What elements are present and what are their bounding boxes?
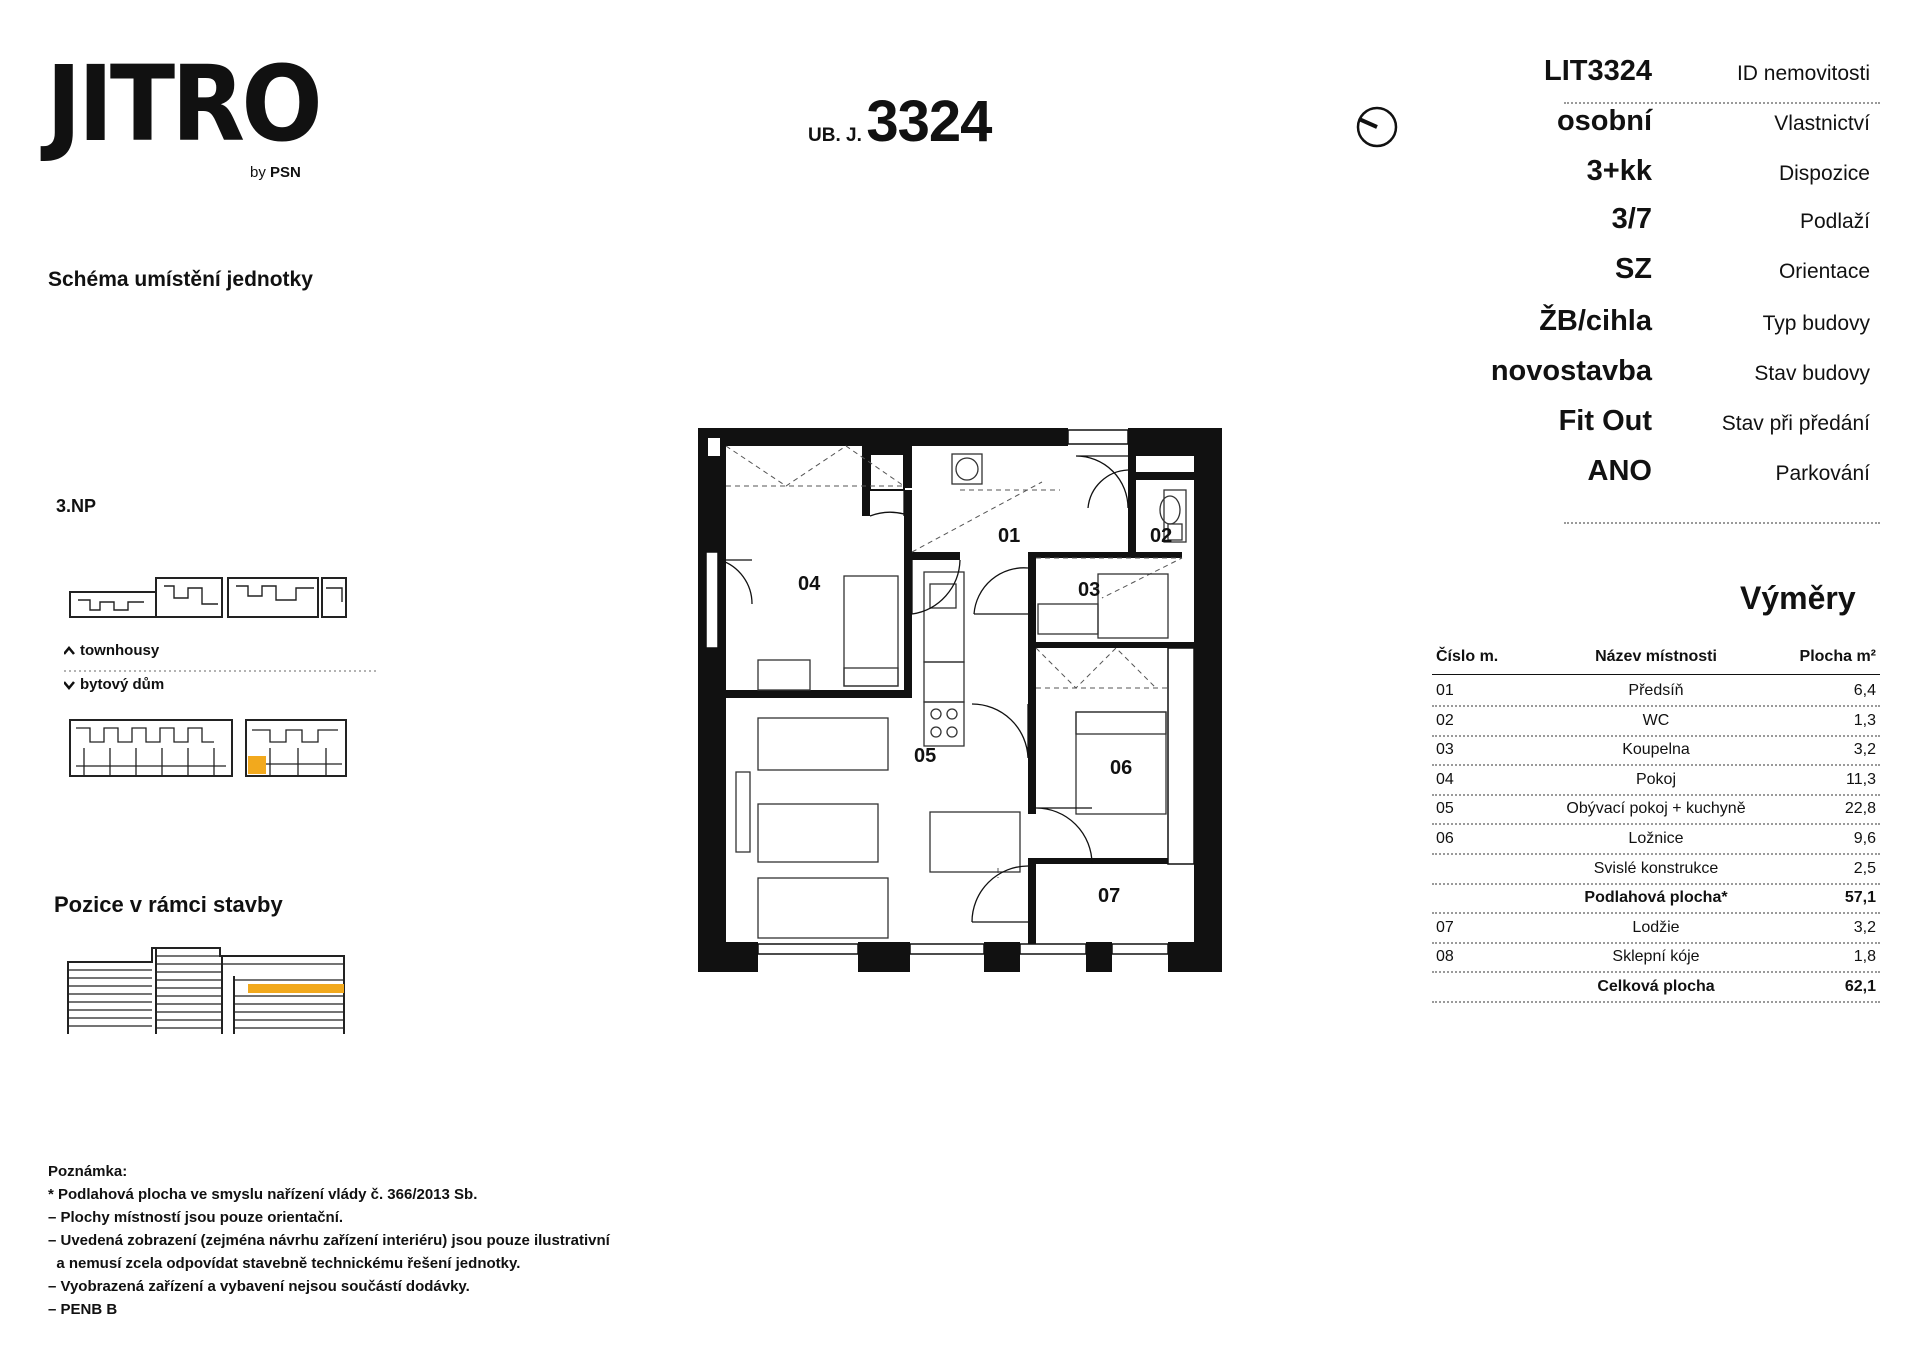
room-name: Předsíň <box>1628 682 1684 699</box>
table-row <box>1432 794 1880 825</box>
townhouses-toggle[interactable] <box>64 642 160 659</box>
room-name: Celková plocha <box>1597 978 1715 995</box>
floor-plan <box>698 428 1222 972</box>
room-number: 04 <box>1436 770 1454 788</box>
property-value: SZ <box>1614 253 1652 285</box>
room-label-02: 02 <box>1150 525 1173 547</box>
room-label-03: 03 <box>1078 579 1101 601</box>
room-name: WC <box>1642 711 1670 729</box>
building-blocks <box>70 720 346 776</box>
table-row <box>1432 765 1880 796</box>
room-area: 1,8 <box>1853 948 1876 966</box>
property-label: Parkování <box>1775 462 1870 485</box>
property-value: Fit Out <box>1558 405 1652 437</box>
room-number: 01 <box>1436 682 1454 699</box>
jitro-logo: JITRO <box>46 43 320 165</box>
col-area: Plocha m² <box>1799 648 1876 665</box>
room-area: 57,1 <box>1844 889 1876 907</box>
room-area: 22,8 <box>1844 800 1876 818</box>
building-toggle[interactable] <box>64 676 164 693</box>
chevron-down-icon <box>64 682 74 688</box>
room-area: 3,2 <box>1853 741 1876 759</box>
room-number: 02 <box>1436 711 1454 729</box>
townhouse-blocks <box>70 578 346 617</box>
property-value: novostavba <box>1490 355 1652 387</box>
table-row <box>1432 972 1880 1003</box>
property-row <box>1440 150 1870 198</box>
property-value: ANO <box>1587 455 1652 487</box>
chevron-up-icon <box>64 648 74 654</box>
room-number: 05 <box>1436 800 1454 818</box>
room-name: Koupelna <box>1622 741 1690 759</box>
room-area: 9,6 <box>1853 830 1876 847</box>
room-number: 07 <box>1436 918 1454 936</box>
note-line: – PENB B <box>48 1301 118 1318</box>
note-line: * Podlahová plocha ve smyslu nařízení vlády č. 366/2013 Sb. <box>48 1186 478 1203</box>
room-area: 3,2 <box>1853 918 1876 936</box>
unit-value: 3324 <box>866 89 992 154</box>
highlighted-floor <box>248 984 344 993</box>
location-schema <box>64 570 384 790</box>
room-number: 08 <box>1436 948 1454 966</box>
property-label: Typ budovy <box>1762 312 1870 335</box>
table-row <box>1432 883 1880 914</box>
building-label: bytový dům <box>80 676 165 693</box>
property-row <box>1440 350 1870 398</box>
position-heading: Pozice v rámci stavby <box>54 892 283 917</box>
property-label: Dispozice <box>1778 162 1870 185</box>
room-number: 03 <box>1436 741 1454 759</box>
property-label: ID nemovitosti <box>1736 62 1870 85</box>
notes-heading: Poznámka: <box>48 1163 128 1180</box>
room-number: 06 <box>1436 830 1454 847</box>
location-heading: Schéma umístění jednotky <box>48 268 313 291</box>
notes <box>48 1160 610 1321</box>
property-label: Podlaží <box>1799 210 1870 233</box>
building-section <box>64 936 356 1038</box>
room-name: Sklepní kóje <box>1612 948 1700 966</box>
room-label-01: 01 <box>998 525 1021 547</box>
room-name: Ložnice <box>1628 830 1684 847</box>
highlighted-unit <box>248 756 266 774</box>
property-row <box>1440 248 1870 296</box>
room-area: 1,3 <box>1853 711 1876 729</box>
interior-walls <box>726 446 1194 944</box>
room-label-06: 06 <box>1110 757 1133 779</box>
room-area: 11,3 <box>1846 770 1876 788</box>
properties-divider-bottom <box>1564 522 1880 524</box>
unit-number <box>808 88 991 155</box>
table-header-rule <box>1432 674 1880 675</box>
note-line: a nemusí zcela odpovídat stavebně technickému řešení jednotky. <box>48 1255 521 1272</box>
col-number: Číslo m. <box>1436 648 1499 665</box>
property-row <box>1440 450 1870 498</box>
room-label-05: 05 <box>914 745 937 767</box>
property-row <box>1440 300 1870 348</box>
col-name: Název místnosti <box>1595 648 1717 665</box>
property-label: Stav při předání <box>1721 412 1870 435</box>
room-name: Obývací pokoj + kuchyně <box>1566 800 1746 818</box>
property-label: Orientace <box>1778 260 1870 283</box>
room-label-04: 04 <box>798 573 821 595</box>
property-row <box>1440 100 1870 148</box>
property-value: osobní <box>1556 105 1652 137</box>
room-name: Lodžie <box>1632 918 1680 936</box>
partner-name: PSN <box>270 164 301 181</box>
property-row <box>1440 400 1870 448</box>
logo-partner <box>250 164 301 181</box>
note-line: – Plochy místností jsou pouze orientační. <box>48 1209 344 1226</box>
property-row <box>1440 198 1870 246</box>
property-value: 3+kk <box>1586 155 1652 187</box>
table-row <box>1432 824 1880 855</box>
property-label: Vlastnictví <box>1774 112 1870 135</box>
table-row <box>1432 706 1880 737</box>
property-label: Stav budovy <box>1754 362 1870 385</box>
table-row <box>1432 913 1880 944</box>
areas-title: Výměry <box>1740 580 1856 616</box>
logo-by-text: by <box>250 164 266 181</box>
room-label-07: 07 <box>1098 885 1121 907</box>
exterior-walls <box>698 428 1222 972</box>
floor-label: 3.NP <box>56 496 97 516</box>
note-line: – Uvedená zobrazení (zejména návrhu zařízení interiéru) jsou pouze ilustrativní <box>48 1232 610 1249</box>
compass-icon <box>1356 106 1398 148</box>
unit-prefix: UB. J. <box>808 125 862 146</box>
table-row <box>1432 735 1880 766</box>
room-area: 6,4 <box>1853 682 1876 699</box>
townhouses-label: townhousy <box>80 642 160 659</box>
room-area: 62,1 <box>1844 978 1876 995</box>
note-line: – Vyobrazená zařízení a vybavení nejsou součástí dodávky. <box>48 1278 470 1295</box>
room-area: 2,5 <box>1853 859 1876 877</box>
property-value: 3/7 <box>1611 203 1652 235</box>
room-name: Pokoj <box>1635 770 1677 788</box>
property-value: LIT3324 <box>1544 55 1652 87</box>
property-row <box>1440 50 1870 98</box>
table-row <box>1432 854 1880 885</box>
room-name: Svislé konstrukce <box>1593 859 1719 877</box>
table-row <box>1432 676 1880 707</box>
property-value: ŽB/cihla <box>1539 305 1652 337</box>
room-name: Podlahová plocha* <box>1584 889 1728 907</box>
table-row <box>1432 942 1880 973</box>
